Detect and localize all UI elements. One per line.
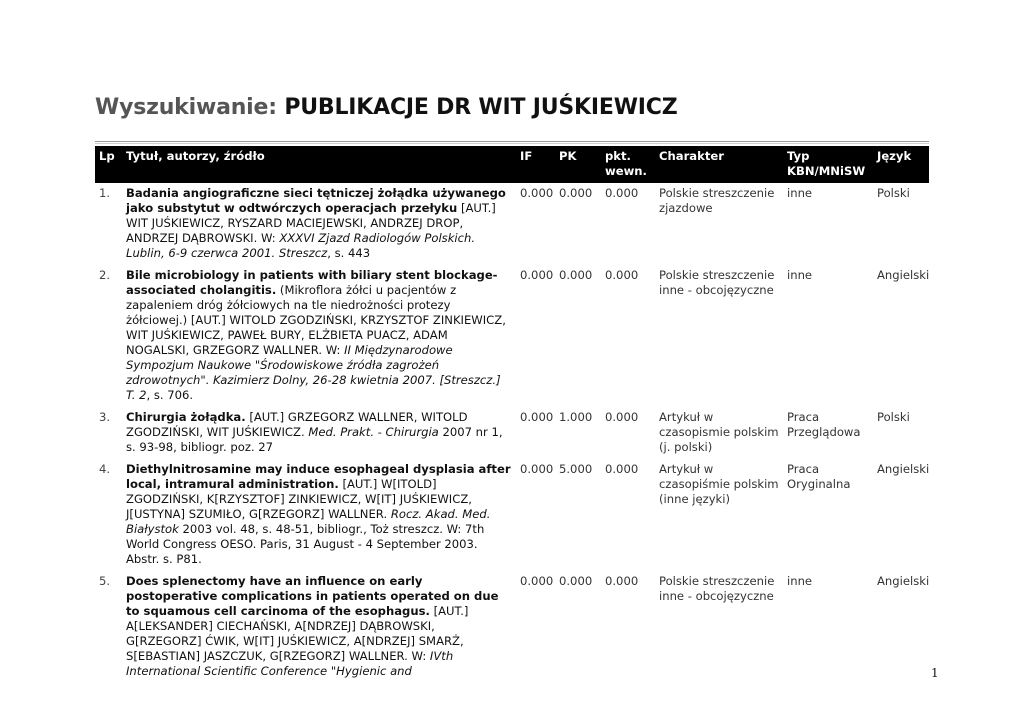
publication-entry — [122, 183, 516, 265]
publication-language: Polski — [877, 186, 910, 200]
publication-source: IVth International Scientific Conference "Hygienic and — [126, 649, 454, 678]
publication-title: Chirurgia żołądka. — [126, 410, 246, 424]
internal-points: 0.000 — [605, 186, 639, 200]
publication-character: Polskie streszczenie inne - obcojęzyczne — [659, 574, 775, 603]
table-header-row — [95, 146, 929, 183]
divider — [95, 143, 929, 144]
table-row — [95, 571, 929, 683]
publication-language: Angielski — [877, 574, 930, 588]
publication-type: Praca Przeglądowa — [787, 410, 861, 439]
publication-source: Med. Prakt. - Chirurgia — [308, 425, 439, 439]
row-number: 5. — [99, 574, 111, 588]
search-query: PUBLIKACJE DR WIT JUŚKIEWICZ — [284, 95, 678, 120]
column-header-pkt: pkt. wewn. — [601, 146, 655, 183]
publication-type: inne — [787, 574, 813, 588]
publication-title: Badania angiograficzne sieci tętniczej żołądka używanego jako substytut w odtwórczych operacjach przełyku — [126, 186, 506, 215]
publication-language: Angielski — [877, 268, 930, 282]
search-label: Wyszukiwanie: — [95, 95, 277, 120]
publication-source: II Międzynarodowe Sympozjum Naukowe "Środowiskowe źródła zagrożeń zdrowotnych". Kazimierz Dolny, 26-28 kwietnia 2007. [Streszcz.] T. 2 — [126, 343, 501, 402]
pk-score: 0.000 — [559, 268, 593, 282]
publication-language: Angielski — [877, 462, 930, 476]
publication-language: Polski — [877, 410, 910, 424]
internal-points: 0.000 — [605, 268, 639, 282]
publications-table — [95, 146, 929, 683]
pk-score: 1.000 — [559, 410, 593, 424]
internal-points: 0.000 — [605, 462, 639, 476]
pk-score: 0.000 — [559, 574, 593, 588]
divider — [95, 141, 929, 142]
internal-points: 0.000 — [605, 410, 639, 424]
row-number: 4. — [99, 462, 111, 476]
publication-authors: (Mikroflora żółci u pacjentów z zapaleniem dróg żółciowych na tle niedrożności protezy żółciowej.) [AUT.] WITOLD ZGODZIŃSKI, KRZYSZTOF ZINKIEWICZ, WIT JUŚKIEWICZ, PAWEŁ BURY, ELŻBIETA PUACZ, ADAM NOGALSKI, GRZEGORZ WALLNER. W: — [126, 283, 506, 357]
row-number: 1. — [99, 186, 111, 200]
impact-factor: 0.000 — [520, 186, 554, 200]
table-row — [95, 459, 929, 571]
internal-points: 0.000 — [605, 574, 639, 588]
publication-character: Polskie streszczenie inne - obcojęzyczne — [659, 268, 775, 297]
table-row — [95, 265, 929, 407]
pk-score: 0.000 — [559, 186, 593, 200]
impact-factor: 0.000 — [520, 268, 554, 282]
publication-entry — [122, 265, 516, 407]
publication-details: , s. 443 — [327, 246, 371, 260]
publication-type: inne — [787, 268, 813, 282]
column-header-jezyk: Język — [873, 146, 929, 183]
publication-entry — [122, 571, 516, 683]
impact-factor: 0.000 — [520, 462, 554, 476]
row-number: 3. — [99, 410, 111, 424]
publication-title: Diethylnitrosamine may induce esophageal dysplasia after local, intramural administration. — [126, 462, 511, 491]
publication-source: XXXVI Zjazd Radiologów Polskich. Lublin, 6-9 czerwca 2001. Streszcz — [126, 231, 476, 260]
publication-authors: [AUT.] W[ITOLD] ZGODZIŃSKI, K[RZYSZTOF] ZINKIEWICZ, W[IT] JUŚKIEWICZ, J[USTYNA] SZUMIŁO, G[RZEGORZ] WALLNER. — [126, 477, 472, 521]
column-header-lp: Lp — [95, 146, 122, 183]
publication-entry — [122, 407, 516, 459]
publication-title: Does splenectomy have an influence on early postoperative complications in patients operated on due to squamous cell carcinoma of the esophagus. — [126, 574, 499, 618]
publication-character: Artykuł w czasopismie polskim (j. polski) — [659, 410, 779, 454]
column-header-title: Tytuł, autorzy, źródło — [122, 146, 516, 183]
row-number: 2. — [99, 268, 111, 282]
column-header-pk: PK — [555, 146, 601, 183]
publication-details: , s. 706. — [146, 388, 194, 402]
table-row — [95, 183, 929, 265]
page-title — [95, 95, 677, 120]
pk-score: 5.000 — [559, 462, 593, 476]
publication-character: Polskie streszczenie zjazdowe — [659, 186, 775, 215]
publication-title: Bile microbiology in patients with biliary stent blockage-associated cholangitis. — [126, 268, 498, 297]
publication-authors: [AUT.] WIT JUŚKIEWICZ, RYSZARD MACIEJEWSKI, ANDRZEJ DROP, ANDRZEJ DĄBROWSKI. W: — [126, 201, 496, 245]
publication-authors: [AUT.] GRZEGORZ WALLNER, WITOLD ZGODZIŃSKI, WIT JUŚKIEWICZ. — [126, 410, 468, 439]
impact-factor: 0.000 — [520, 574, 554, 588]
publication-character: Artykuł w czasopiśmie polskim (inne języki) — [659, 462, 779, 506]
publication-source: Rocz. Akad. Med. Białystok — [126, 507, 491, 536]
publication-type: Praca Oryginalna — [787, 462, 851, 491]
impact-factor: 0.000 — [520, 410, 554, 424]
publication-type: inne — [787, 186, 813, 200]
publication-entry — [122, 459, 516, 571]
column-header-charakter: Charakter — [655, 146, 783, 183]
publication-details: 2003 vol. 48, s. 48-51, bibliogr., Toż streszcz. W: 7th World Congress OESO. Paris, 31 August - 4 September 2003. Abstr. s. P81. — [126, 522, 485, 566]
publication-details: 2007 nr 1, s. 93-98, bibliogr. poz. 27 — [126, 425, 503, 454]
publication-authors: [AUT.] A[LEKSANDER] CIECHAŃSKI, A[NDRZEJ] DĄBROWSKI, G[RZEGORZ] ĆWIK, W[IT] JUŚKIEWICZ, A[NDRZEJ] SMARŻ, S[EBASTIAN] JASZCZUK, G[RZEGORZ] WALLNER. W: — [126, 604, 469, 663]
column-header-if: IF — [516, 146, 555, 183]
column-header-typ: Typ KBN/MNiSW — [783, 146, 873, 183]
page-number: 1 — [931, 666, 939, 680]
table-row — [95, 407, 929, 459]
